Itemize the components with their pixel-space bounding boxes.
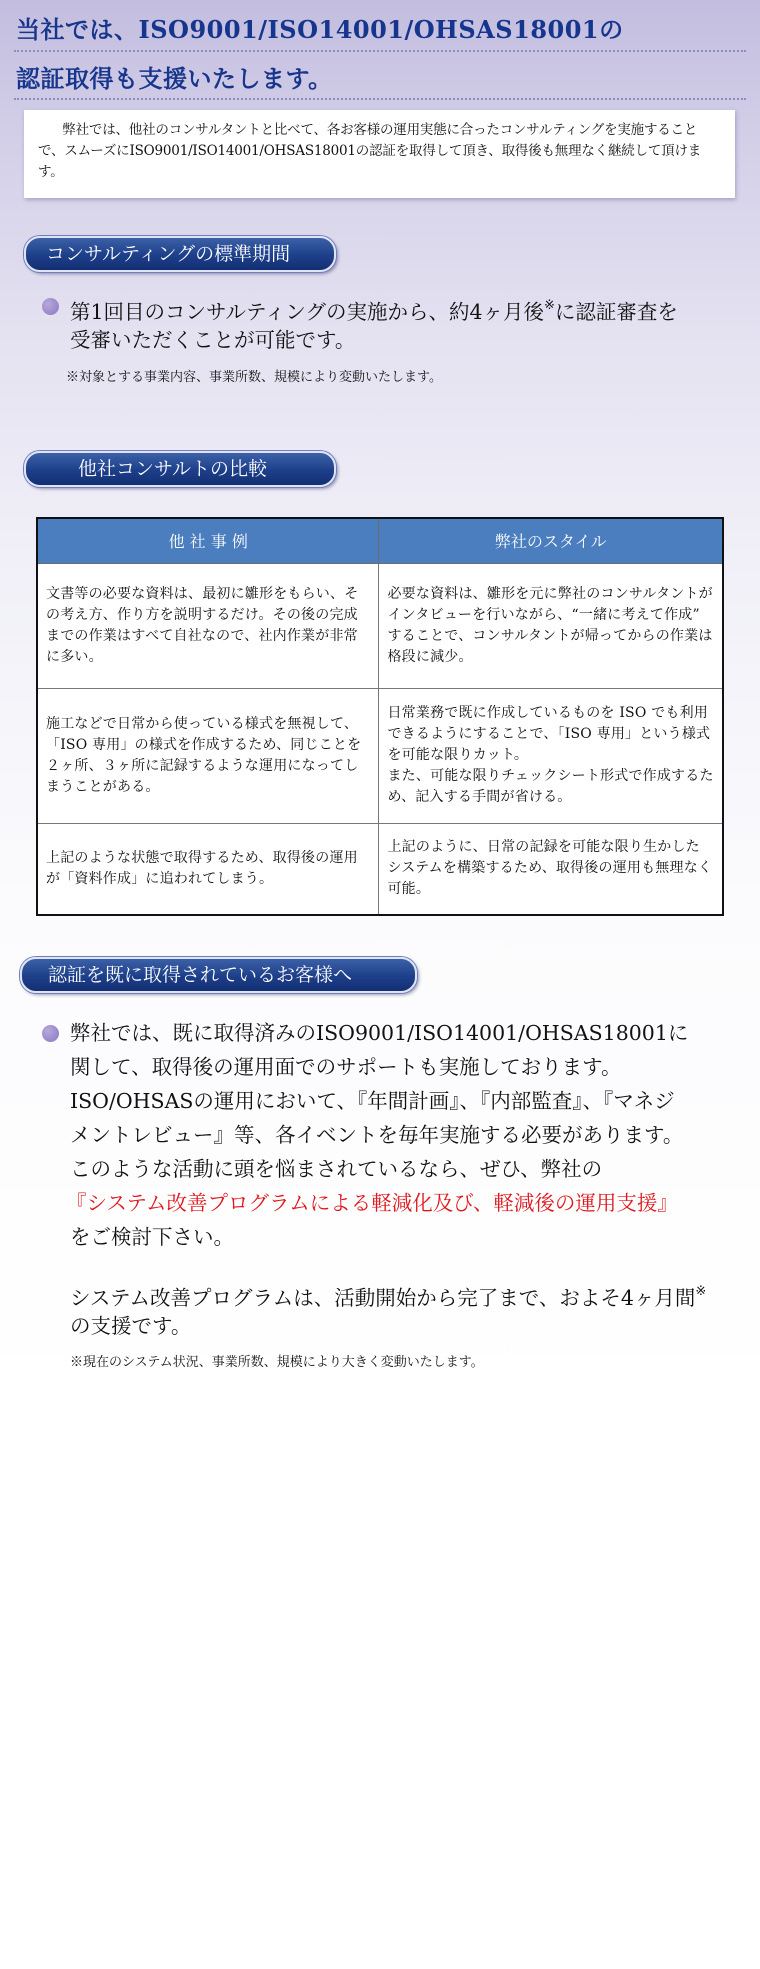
column-header-our-style: 弊社のスタイル [379, 518, 723, 563]
support-paragraph-line: このような活動に頭を悩まされているなら、ぜひ、弊社の [70, 1157, 603, 1181]
intro-box [24, 110, 735, 198]
table-row [37, 563, 723, 688]
intro-text: 弊社では、他社のコンサルタントと比べて、各お客様の運用実態に合ったコンサルティングを実施することで、スムーズにISO9001/ISO14001/OHSAS18001の認証を取得して頂き、取得後も無理なく継続して頂けます。 [38, 122, 702, 180]
column-header-other-companies: 他 社 事 例 [37, 518, 379, 563]
table-row [37, 823, 723, 915]
table-cell-ours: 日常業務で既に作成しているものを ISO でも利用できるようにすることで、「ISO 専用」という様式を可能な限りカット。 また、可能な限りチェックシート形式で作成するため、記入する手間が省ける。 [379, 688, 723, 823]
table-header-row [37, 518, 723, 563]
table-cell-ours: 必要な資料は、雛形を元に弊社のコンサルタントがインタビューを行いながら、“一緒に考えて作成” することで、コンサルタントが帰ってからの作業は格段に減少。 [379, 563, 723, 688]
support-paragraph-line: メントレビュー』等、各イベントを毎年実施する必要があります。 [70, 1123, 684, 1147]
table-cell-other: 上記のような状態で取得するため、取得後の運用が「資料作成」に追われてしまう。 [37, 823, 379, 915]
headline-line1: 当社では、ISO9001/ISO14001/OHSAS18001の [16, 15, 624, 44]
program-duration-line1: システム改善プログラムは、活動開始から完了まで、およそ4ヶ月間※ [70, 1284, 707, 1310]
program-duration-note: ※現在のシステム状況、事業所数、規模により大きく変動いたします。 [70, 1355, 484, 1370]
section-title-comparison: 他社コンサルトの比較 [24, 451, 336, 487]
divider [14, 50, 746, 52]
program-duration-line2: の支援です。 [70, 1314, 192, 1338]
support-paragraph-line: 関して、取得後の運用面でのサポートも実施しております。 [70, 1055, 622, 1079]
support-paragraph-line: ISO/OHSASの運用において、『年間計画』、『内部監査』、『マネジ [70, 1089, 675, 1113]
bullet-icon [42, 298, 59, 315]
table-cell-ours: 上記のように、日常の記録を可能な限り生かしたシステムを構築するため、取得後の運用も無理なく可能。 [379, 823, 723, 915]
program-highlight: 『システム改善プログラムによる軽減化及び、軽減後の運用支援』 [66, 1191, 678, 1215]
bullet-icon [42, 1025, 59, 1042]
support-paragraph-line: をご検討下さい。 [70, 1225, 234, 1249]
headline-line2: 認証取得も支援いたします。 [16, 64, 333, 93]
divider [14, 98, 746, 100]
table-cell-other: 文書等の必要な資料は、最初に雛形をもらい、その考え方、作り方を説明するだけ。その後の完成までの作業はすべて自社なので、社内作業が非常に多い。 [37, 563, 379, 688]
standard-period-line1: 第1回目のコンサルティングの実施から、約4ヶ月後※に認証審査を [70, 298, 678, 324]
footnote-mark: ※ [544, 298, 555, 313]
table-row [37, 688, 723, 823]
section-title-standard-period: コンサルティングの標準期間 [24, 236, 336, 272]
comparison-table [36, 517, 724, 916]
table-cell-other: 施工などで日常から使っている様式を無視して、「ISO 専用」の様式を作成するため、同じことを２ヶ所、３ヶ所に記録するような運用になってしまうことがある。 [37, 688, 379, 823]
footnote-mark: ※ [695, 1284, 707, 1299]
standard-period-line2: 受審いただくことが可能です。 [70, 328, 356, 352]
standard-period-note: ※対象とする事業内容、事業所数、規模により変動いたします。 [66, 370, 442, 385]
support-paragraph-line: 弊社では、既に取得済みのISO9001/ISO14001/OHSAS18001に [70, 1021, 689, 1045]
section-title-existing-customers: 認証を既に取得されているお客様へ [20, 957, 417, 993]
